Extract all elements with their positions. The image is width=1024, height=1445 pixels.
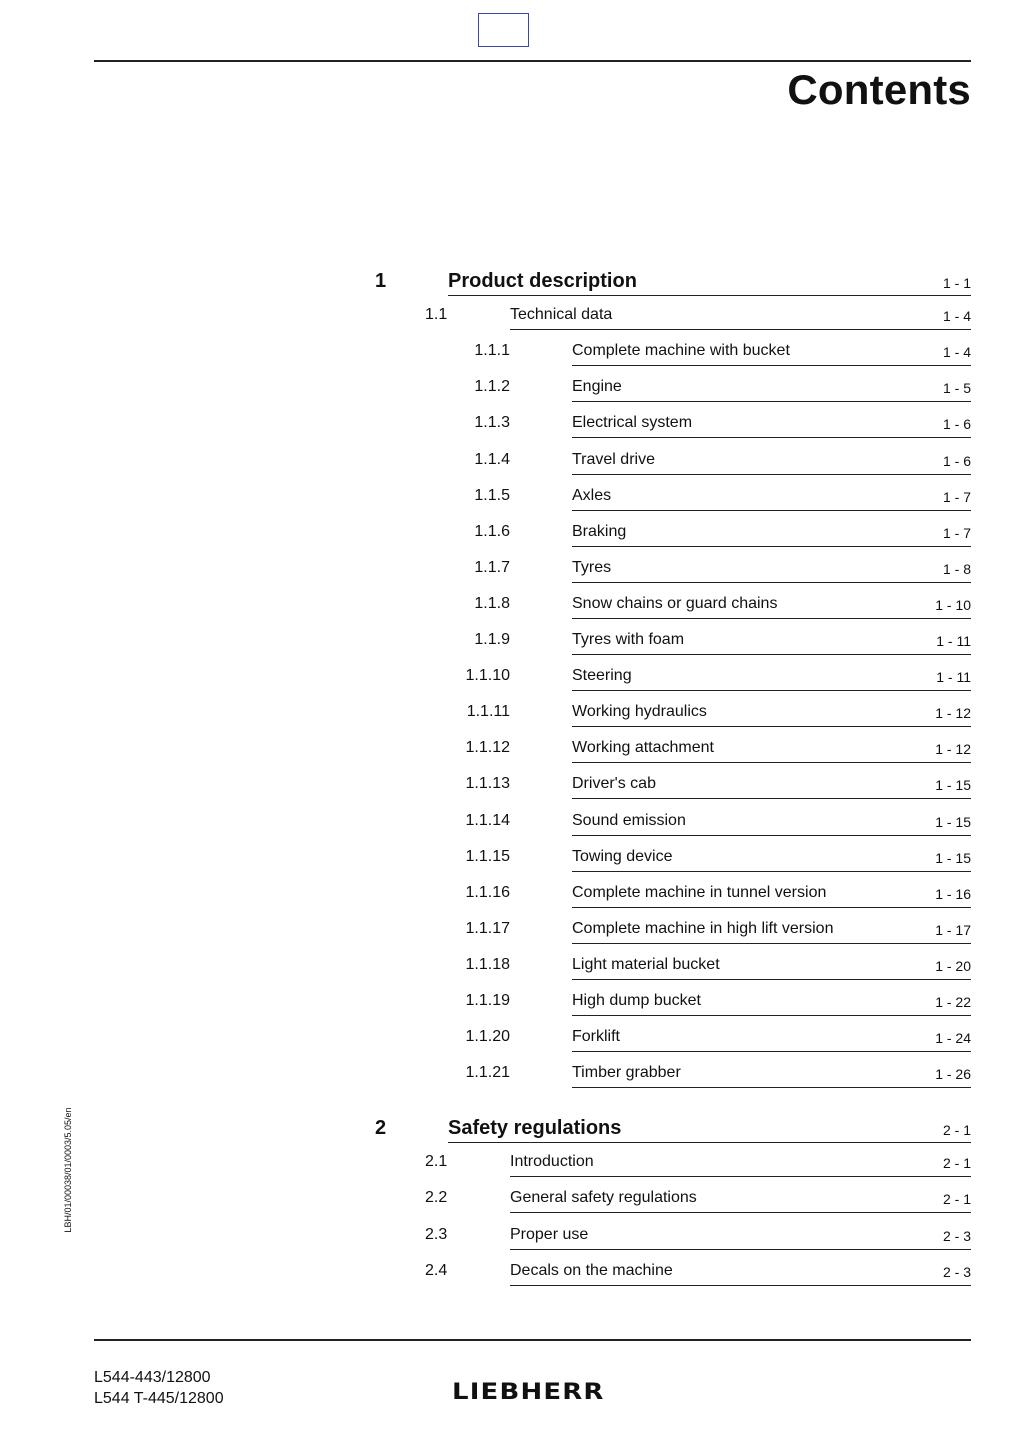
toc-entry[interactable] — [0, 1064, 1024, 1100]
toc-title: Electrical system — [572, 414, 693, 432]
toc-underline — [572, 1015, 971, 1016]
toc-chapter[interactable] — [0, 270, 1024, 306]
toc-entry[interactable] — [0, 342, 1024, 378]
toc-title: High dump bucket — [572, 992, 701, 1009]
toc-underline — [572, 979, 971, 980]
toc-title: Safety regulations — [448, 1117, 622, 1140]
toc-number: 1.1.21 — [465, 1064, 510, 1082]
toc-entry[interactable] — [0, 1189, 1024, 1225]
toc-title: Forklift — [572, 1028, 620, 1046]
toc-page-number: 1 - 1 — [942, 275, 971, 291]
toc-entry[interactable] — [0, 487, 1024, 523]
toc-title: Complete machine in high lift version — [572, 919, 834, 937]
toc-underline — [572, 690, 971, 691]
toc-title: Working attachment — [572, 739, 714, 757]
toc-page-number: 1 - 4 — [942, 344, 971, 361]
toc-page-number: 1 - 12 — [935, 705, 971, 722]
toc-number: 1.1.3 — [474, 414, 510, 432]
toc-page-number: 2 - 1 — [942, 1122, 971, 1139]
toc-page-number: 2 - 3 — [942, 1263, 971, 1280]
toc-number: 1.1.5 — [474, 486, 510, 504]
toc-underline — [572, 474, 971, 475]
toc-entry[interactable] — [0, 703, 1024, 739]
toc-entry[interactable] — [0, 920, 1024, 956]
footer-rule — [94, 1339, 971, 1341]
toc-underline — [572, 510, 971, 511]
toc-number: 2.4 — [425, 1261, 448, 1279]
toc-number: 1.1.20 — [465, 1028, 510, 1046]
toc-number: 2.2 — [425, 1189, 448, 1207]
toc-number: 1.1.19 — [465, 992, 510, 1009]
toc-title: Introduction — [510, 1153, 594, 1171]
toc-underline — [572, 871, 971, 872]
toc-entry[interactable] — [0, 595, 1024, 631]
toc-entry[interactable] — [0, 667, 1024, 703]
toc-page-number: 1 - 11 — [936, 633, 971, 649]
toc-entry[interactable] — [0, 1028, 1024, 1064]
toc-page-number: 1 - 6 — [942, 452, 971, 469]
toc-title: General safety regulations — [510, 1189, 697, 1207]
toc-underline — [572, 1087, 971, 1088]
toc-entry[interactable] — [0, 848, 1024, 884]
toc-title: Proper use — [510, 1225, 589, 1243]
document-code: LBH/01/00038/01/0003/5.05/en — [63, 1107, 73, 1233]
page-marker-box — [478, 13, 529, 47]
toc-title: Driver's cab — [572, 775, 656, 793]
toc-entry[interactable] — [0, 1153, 1024, 1189]
toc-title: Towing device — [572, 847, 673, 865]
toc-entry[interactable] — [0, 559, 1024, 595]
toc-number: 1.1.17 — [465, 919, 510, 937]
toc-number: 1.1.4 — [474, 450, 510, 468]
toc-title: Travel drive — [572, 450, 655, 468]
toc-entry[interactable] — [0, 884, 1024, 920]
toc-number: 1.1.10 — [465, 667, 510, 685]
toc-page-number: 2 - 1 — [942, 1191, 971, 1208]
toc-underline — [510, 329, 971, 330]
toc-number: 1.1.15 — [465, 847, 510, 865]
toc-page-number: 1 - 26 — [935, 1066, 971, 1083]
toc-page-number: 1 - 11 — [936, 669, 971, 686]
toc-page-number: 1 - 15 — [935, 777, 971, 794]
toc-underline — [510, 1249, 971, 1250]
liebherr-logo: LIEBHERR — [452, 1380, 605, 1405]
toc-page-number: 2 - 1 — [942, 1155, 971, 1172]
header-rule — [94, 60, 971, 62]
toc-underline — [572, 798, 971, 799]
toc-number: 2.3 — [425, 1225, 448, 1243]
toc-underline — [572, 401, 971, 402]
page-title: Contents — [787, 66, 971, 113]
toc-number: 1.1.11 — [466, 703, 510, 721]
toc-entry[interactable] — [0, 956, 1024, 992]
toc-page-number: 1 - 10 — [935, 596, 971, 613]
toc-title: Tyres with foam — [572, 631, 685, 648]
toc-page-number: 1 - 7 — [942, 488, 971, 505]
toc-page-number: 1 - 8 — [942, 560, 971, 577]
toc-title: Timber grabber — [572, 1064, 681, 1082]
toc-page-number: 1 - 15 — [935, 813, 971, 830]
toc-title: Complete machine with bucket — [572, 342, 790, 360]
toc-number: 1.1.8 — [474, 594, 510, 612]
toc-page-number: 1 - 24 — [935, 1030, 971, 1047]
toc-title: Axles — [572, 486, 612, 504]
toc-entry[interactable] — [0, 1226, 1024, 1262]
toc-underline — [572, 726, 971, 727]
toc-underline — [572, 907, 971, 908]
toc-underline — [510, 1176, 971, 1177]
toc-entry[interactable] — [0, 451, 1024, 487]
toc-number: 1.1.2 — [474, 378, 510, 396]
toc-title: Product description — [448, 270, 637, 292]
toc-title: Working hydraulics — [572, 703, 707, 721]
toc-entry[interactable] — [0, 306, 1024, 342]
toc-title: Tyres — [572, 558, 612, 576]
toc-title: Decals on the machine — [510, 1261, 673, 1279]
toc-underline — [572, 365, 971, 366]
toc-entry[interactable] — [0, 775, 1024, 811]
toc-entry[interactable] — [0, 378, 1024, 414]
toc-underline — [572, 835, 971, 836]
toc-title: Sound emission — [572, 811, 686, 829]
toc-underline — [572, 943, 971, 944]
toc-title: Technical data — [510, 306, 613, 324]
toc-title: Light material bucket — [572, 955, 720, 973]
toc-number: 2 — [375, 1117, 387, 1140]
toc-number: 1.1.18 — [465, 955, 510, 973]
model-line-2: L544 T-445/12800 — [94, 1390, 224, 1407]
toc-number: 1.1.13 — [465, 775, 510, 793]
toc-page-number: 1 - 12 — [935, 741, 971, 758]
toc-number: 1.1.6 — [474, 522, 510, 540]
toc-page-number: 1 - 20 — [935, 957, 971, 974]
toc-number: 1.1.16 — [465, 883, 510, 901]
toc-underline — [510, 1285, 971, 1286]
toc-underline — [572, 582, 971, 583]
toc-underline — [572, 546, 971, 547]
toc-page-number: 1 - 6 — [942, 416, 971, 433]
toc-title: Steering — [572, 667, 632, 685]
toc-title: Engine — [572, 378, 622, 396]
toc-number: 1.1.14 — [465, 811, 510, 829]
toc-underline — [448, 295, 971, 296]
toc-underline — [572, 654, 971, 655]
toc-number: 2.1 — [425, 1153, 448, 1171]
toc-number: 1.1.1 — [474, 342, 510, 360]
toc-underline — [572, 618, 971, 619]
toc-underline — [572, 1051, 971, 1052]
toc-page-number: 2 - 3 — [942, 1227, 971, 1244]
toc-title: Snow chains or guard chains — [572, 594, 778, 612]
toc-underline — [448, 1142, 971, 1143]
model-line-1: L544-443/12800 — [94, 1369, 211, 1386]
toc-number: 1.1.7 — [474, 558, 510, 576]
toc-page-number: 1 - 5 — [942, 380, 971, 397]
toc-entry[interactable] — [0, 414, 1024, 450]
toc-page-number: 1 - 22 — [935, 994, 971, 1010]
toc-number: 1 — [375, 270, 387, 292]
toc-number: 1.1 — [425, 306, 448, 324]
toc-page-number: 1 - 4 — [942, 308, 971, 325]
toc-entry[interactable] — [0, 523, 1024, 559]
toc-chapter[interactable] — [0, 1117, 1024, 1153]
toc-number: 1.1.9 — [474, 631, 510, 648]
toc-entry[interactable] — [0, 812, 1024, 848]
toc-underline — [572, 437, 971, 438]
toc-entry[interactable] — [0, 992, 1024, 1028]
footer-model-numbers — [94, 1367, 224, 1409]
toc-page-number: 1 - 7 — [942, 524, 971, 541]
toc-entry[interactable] — [0, 739, 1024, 775]
toc-underline — [510, 1212, 971, 1213]
toc-entry[interactable] — [0, 1262, 1024, 1298]
toc-page-number: 1 - 17 — [935, 921, 971, 938]
toc-number: 1.1.12 — [465, 739, 510, 757]
toc-entry[interactable] — [0, 631, 1024, 667]
toc-underline — [572, 762, 971, 763]
toc-title: Braking — [572, 522, 627, 540]
toc-title: Complete machine in tunnel version — [572, 883, 827, 901]
toc-page-number: 1 - 16 — [935, 885, 971, 902]
toc-page-number: 1 - 15 — [935, 849, 971, 866]
